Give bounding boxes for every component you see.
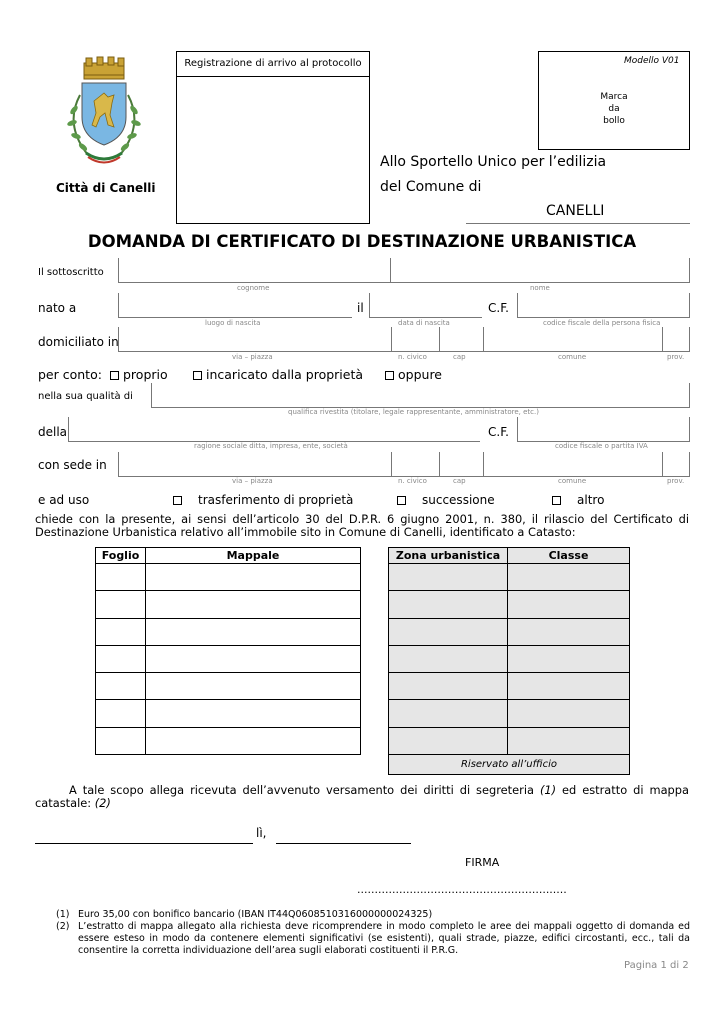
option-successione[interactable] [397,493,495,507]
cadastral-table [95,547,361,755]
table-row [96,591,361,618]
page-title: DOMANDA DI CERTIFICATO DI DESTINAZIONE URBANISTICA [87,232,637,251]
recipient-city: CANELLI [546,203,605,219]
recipient-line1: Allo Sportello Unico per l’edilizia [380,154,607,170]
option-altro[interactable] [552,493,604,507]
classe-cell [508,618,630,645]
label-cf-iva: C.F. [488,425,509,439]
label-per-conto: per conto: [38,367,102,382]
classe-cell [508,591,630,618]
caption-prov: prov. [667,353,685,361]
header-zona: Zona urbanistica [389,548,508,564]
table-row [389,618,630,645]
request-paragraph: chiede con la presente, ai sensi dell’articolo 30 del D.P.R. 6 giugno 2001, n. 380, il rilascio del Certificato di Destinazione Urbanistica relativo all’immobile sito in Comune di Canelli, identificato a Catasto: [35,512,689,539]
caption-cap-sede: cap [453,477,466,485]
option-incaricato[interactable] [193,367,363,382]
zona-cell [389,673,508,700]
checkbox-successione[interactable] [397,496,406,505]
caption-ragione: ragione sociale ditta, impresa, ente, società [194,442,348,450]
zona-cell [389,618,508,645]
date-field[interactable] [276,843,411,844]
table-row [389,564,630,591]
foglio-cell[interactable] [96,618,146,645]
office-cap-field[interactable] [439,452,483,477]
tax-code-field[interactable] [517,293,690,318]
model-label: Modello V01 [624,56,680,66]
checkbox-oppure[interactable] [385,371,394,380]
table-row [96,673,361,700]
zona-cell [389,591,508,618]
caption-cf-persona: codice fiscale della persona fisica [543,319,661,327]
note-1-text: Euro 35,00 con bonifico bancario (IBAN IT44Q0608510316000000024325) [78,909,433,920]
foglio-cell[interactable] [96,727,146,754]
caption-civico-sede: n. civico [398,477,427,485]
attachment-ref-1: (1) [539,783,557,797]
checkbox-incaricato[interactable] [193,371,202,380]
attachment-text: A tale scopo allega ricevuta dell’avvenuto versamento dei diritti di segreteria [69,783,534,797]
note-2-text: L’estratto di mappa allegato alla richiesta deve ricomprendere in modo completo le aree dei mappali oggetto di domanda ed essere esteso in modo da contenere elementi significativi (se esistenti), quali strade, piazze, edifici circostanti, ecc., tali da consentire la corretta individuazione dell’area sugli elaborati costituenti il P.R.G. [78,921,690,956]
residence-street-field[interactable] [118,327,391,352]
label-della: della [38,425,68,439]
mappale-cell[interactable] [146,727,361,754]
table-row [389,673,630,700]
office-street-field[interactable] [118,452,391,477]
caption-cognome: cognome [237,284,270,292]
mappale-cell[interactable] [146,564,361,591]
mappale-cell[interactable] [146,700,361,727]
caption-nome: nome [530,284,550,292]
mappale-cell[interactable] [146,618,361,645]
option-trasferimento[interactable] [173,493,353,507]
table-row [389,727,630,754]
town-coat-of-arms-logo [58,55,150,180]
office-reserved-footer: Riservato all’ufficio [389,755,630,775]
label-cf-persona: C.F. [488,301,509,315]
signature-line[interactable]: ............................................................ [357,883,567,896]
classe-cell [508,727,630,754]
residence-province-field[interactable] [662,327,690,352]
checkbox-trasferimento[interactable] [173,496,182,505]
mappale-cell[interactable] [146,645,361,672]
residence-cap-field[interactable] [439,327,483,352]
foglio-cell[interactable] [96,645,146,672]
stamp-label-line2: da [608,104,620,114]
foglio-cell[interactable] [96,700,146,727]
office-city-field[interactable] [483,452,662,477]
label-nato-a: nato a [38,301,77,315]
office-zoning-table [388,547,630,775]
attachment-ref-2: (2) [94,796,111,810]
classe-cell [508,645,630,672]
label-il: il [357,301,364,315]
birthplace-field[interactable] [118,293,352,318]
caption-cf-iva: codice fiscale o partita IVA [555,442,648,450]
recipient-line2: del Comune di [380,179,482,195]
zona-cell [389,564,508,591]
label-sottoscritto: Il sottoscritto [38,267,104,278]
caption-luogo: luogo di nascita [205,319,261,327]
role-field[interactable] [151,383,690,408]
header-classe: Classe [508,548,630,564]
label-domiciliato: domiciliato in [38,335,119,349]
foglio-cell[interactable] [96,673,146,700]
label-qualita: nella sua qualità di [38,391,133,402]
header-mappale: Mappale [146,548,361,564]
label-uso: e ad uso [38,493,90,507]
residence-city-field[interactable] [483,327,662,352]
company-vat-field[interactable] [517,417,690,442]
office-province-field[interactable] [662,452,690,477]
signature-label: FIRMA [465,856,500,869]
surname-field[interactable] [118,258,390,283]
classe-cell [508,673,630,700]
zona-cell [389,700,508,727]
caption-qualifica: qualifica rivestita (titolare, legale rappresentante, amministratore, etc.) [288,408,539,416]
office-civic-field[interactable] [391,452,439,477]
option-proprio-label: proprio [123,367,168,382]
header-foglio: Foglio [96,548,146,564]
label-li: lì, [256,826,267,840]
option-oppure[interactable] [385,367,442,382]
caption-civico: n. civico [398,353,427,361]
attachment-paragraph [35,784,689,810]
table-row [389,591,630,618]
classe-cell [508,700,630,727]
option-oppure-label: oppure [398,367,442,382]
option-incaricato-label: incaricato dalla proprietà [206,367,364,382]
foglio-cell[interactable] [96,591,146,618]
protocol-registration-label: Registrazione di arrivo al protocollo [184,58,362,69]
checkbox-proprio[interactable] [110,371,119,380]
page-number: Pagina 1 di 2 [624,960,689,971]
table-row [389,645,630,672]
recipient-city-underline [466,223,690,224]
caption-cap: cap [453,353,466,361]
option-proprio[interactable] [110,367,168,382]
caption-prov-sede: prov. [667,477,685,485]
mappale-cell[interactable] [146,673,361,700]
stamp-label-line1: Marca [600,92,628,102]
option-trasferimento-label: trasferimento di proprietà [198,493,354,507]
zona-cell [389,645,508,672]
stamp-label-line3: bollo [603,116,625,126]
classe-cell [508,564,630,591]
option-altro-label: altro [577,493,605,507]
table-row [389,700,630,727]
label-sede: con sede in [38,458,107,472]
caption-via: via – piazza [232,353,273,361]
option-successione-label: successione [422,493,495,507]
note-1-number: (1) [56,909,70,920]
table-row [96,727,361,754]
caption-via-sede: via – piazza [232,477,273,485]
checkbox-altro[interactable] [552,496,561,505]
note-2-number: (2) [56,921,70,932]
caption-comune-sede: comune [558,477,587,485]
place-field[interactable] [35,843,253,844]
table-row [96,618,361,645]
birthdate-field[interactable] [369,293,482,318]
mappale-cell[interactable] [146,591,361,618]
foglio-cell[interactable] [96,564,146,591]
first-name-field[interactable] [390,258,690,283]
table-row [96,564,361,591]
residence-civic-field[interactable] [391,327,439,352]
zona-cell [389,727,508,754]
caption-comune: comune [558,353,587,361]
attachment-text-2: ed estratto di mappa catastale: [35,783,689,810]
company-name-field[interactable] [68,417,480,442]
table-row [96,700,361,727]
table-row [96,645,361,672]
town-name: Città di Canelli [56,181,156,195]
caption-data: data di nascita [398,319,450,327]
